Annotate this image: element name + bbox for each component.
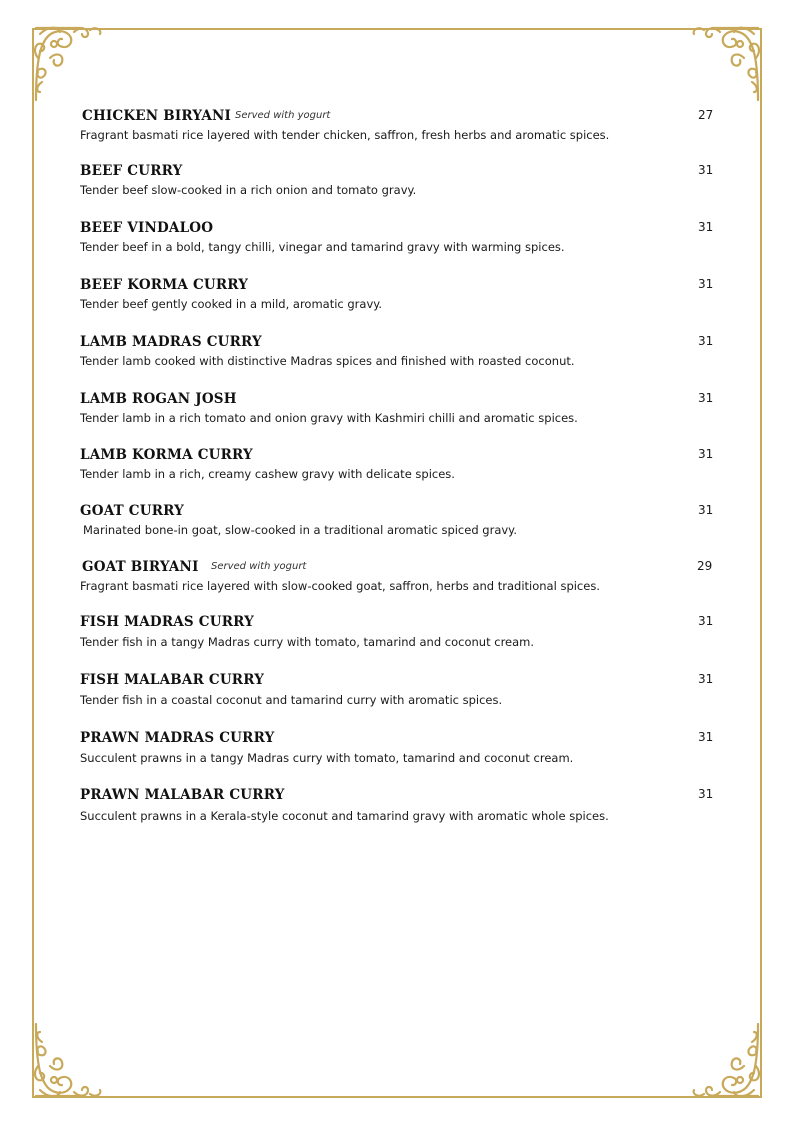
dish-name: LAMB ROGAN JOSH xyxy=(80,391,237,407)
dish-description: Tender fish in a tangy Madras curry with tomato, tamarind and coconut cream. xyxy=(80,635,535,649)
dish-name: GOAT BIRYANI xyxy=(82,559,199,575)
dish-description: Tender lamb in a rich, creamy cashew gravy with delicate spices. xyxy=(80,467,455,481)
dish-description: Tender beef slow-cooked in a rich onion and tomato gravy. xyxy=(80,183,417,197)
dish-description: Tender lamb cooked with distinctive Madras spices and finished with roasted coconut. xyxy=(80,354,575,368)
dish-price: 31 xyxy=(698,277,714,291)
dish-description: Fragrant basmati rice layered with slow-cooked goat, saffron, herbs and traditional spices. xyxy=(80,579,600,593)
dish-description: Tender lamb in a rich tomato and onion gravy with Kashmiri chilli and aromatic spices. xyxy=(80,411,578,425)
dish-price: 27 xyxy=(698,108,714,122)
dish-price: 29 xyxy=(697,559,713,573)
dish-description: Tender beef in a bold, tangy chilli, vinegar and tamarind gravy with warming spices. xyxy=(80,240,565,254)
dish-name: LAMB KORMA CURRY xyxy=(80,447,253,463)
dish-price: 31 xyxy=(698,503,714,517)
dish-name: BEEF VINDALOO xyxy=(80,220,214,236)
dish-name: PRAWN MALABAR CURRY xyxy=(80,787,285,803)
dish-description: Succulent prawns in a tangy Madras curry with tomato, tamarind and coconut cream. xyxy=(80,751,574,765)
dish-note: Served with yogurt xyxy=(235,110,331,121)
dish-price: 31 xyxy=(698,334,714,348)
dish-description: Marinated bone-in goat, slow-cooked in a traditional aromatic spiced gravy. xyxy=(83,523,517,537)
dish-description: Fragrant basmati rice layered with tender chicken, saffron, fresh herbs and aromatic spices. xyxy=(80,128,610,142)
dish-price: 31 xyxy=(698,730,714,744)
dish-price: 31 xyxy=(698,447,714,461)
dish-name: FISH MADRAS CURRY xyxy=(80,614,254,630)
dish-price: 31 xyxy=(698,220,714,234)
dish-note: Served with yogurt xyxy=(211,561,307,572)
dish-name: BEEF CURRY xyxy=(80,163,183,179)
dish-price: 31 xyxy=(698,672,714,686)
dish-name: CHICKEN BIRYANI xyxy=(82,108,232,124)
dish-name: GOAT CURRY xyxy=(80,503,184,519)
dish-name: LAMB MADRAS CURRY xyxy=(80,334,262,350)
dish-description: Tender beef gently cooked in a mild, aromatic gravy. xyxy=(80,297,383,311)
dish-price: 31 xyxy=(698,614,714,628)
dish-price: 31 xyxy=(698,163,714,177)
dish-name: BEEF KORMA CURRY xyxy=(80,277,249,293)
dish-name: PRAWN MADRAS CURRY xyxy=(80,730,275,746)
dish-name: FISH MALABAR CURRY xyxy=(80,672,265,688)
dish-description: Succulent prawns in a Kerala-style coconut and tamarind gravy with aromatic whole spices. xyxy=(80,809,609,823)
dish-price: 31 xyxy=(698,391,714,405)
dish-price: 31 xyxy=(698,787,714,801)
dish-description: Tender fish in a coastal coconut and tamarind curry with aromatic spices. xyxy=(80,693,503,707)
